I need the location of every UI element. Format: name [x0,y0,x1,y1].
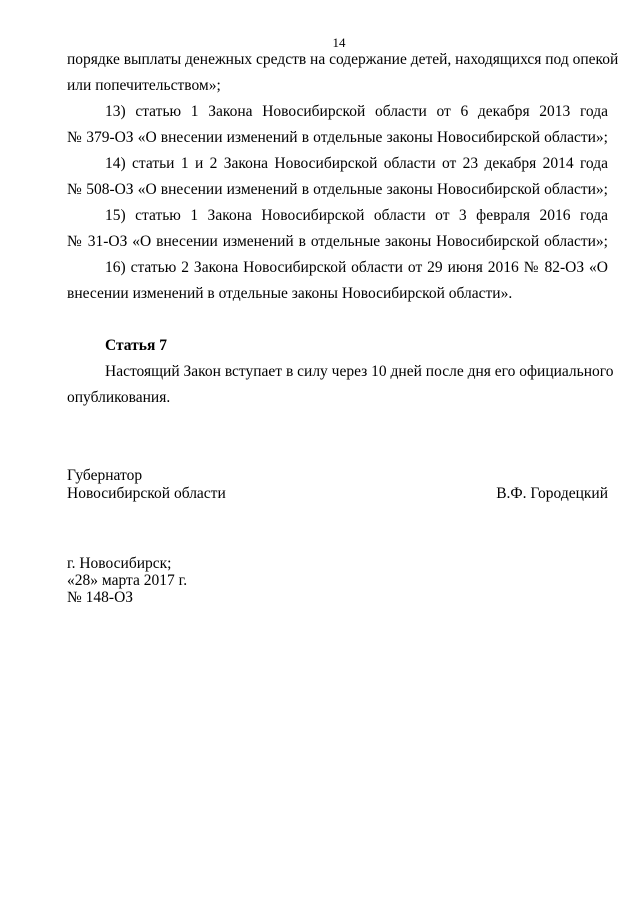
continuation-line-1: порядке выплаты денежных средств на содержание детей, находящихся под опекой [67,51,619,68]
list-item-13-line-2: № 379-ОЗ «О внесении изменений в отдельные законы Новосибирской области»; [67,129,608,146]
article-text-line-2: опубликования. [67,389,171,406]
signing-date: «28» марта 2017 г. [67,572,188,589]
list-item-16-line-2: внесении изменений в отдельные законы Новосибирской области». [67,285,513,302]
list-item-15-line-2: № 31-ОЗ «О внесении изменений в отдельные законы Новосибирской области»; [67,233,608,250]
list-item-14-line-2: № 508-ОЗ «О внесении изменений в отдельные законы Новосибирской области»; [67,181,608,198]
list-item-15-line-1: 15) статью 1 Закона Новосибирской области от 3 февраля 2016 года [105,207,608,224]
list-item-14-line-1: 14) статьи 1 и 2 Закона Новосибирской области от 23 декабря 2014 года [105,155,608,172]
list-item-16-line-1: 16) статью 2 Закона Новосибирской области от 29 июня 2016 № 82-ОЗ «О [105,259,608,276]
continuation-line-2: или попечительством»; [67,77,221,94]
signatory-name: В.Ф. Городецкий [496,485,608,502]
signatory-title-line-1: Губернатор [67,467,143,484]
signing-city: г. Новосибирск; [67,555,172,572]
page-number: 14 [332,35,346,50]
law-number: № 148-ОЗ [67,589,134,606]
signatory-title-line-2: Новосибирской области [67,485,226,502]
list-item-13-line-1: 13) статью 1 Закона Новосибирской области от 6 декабря 2013 года [105,103,608,120]
article-text-line-1: Настоящий Закон вступает в силу через 10 дней после дня его официального [105,363,614,380]
article-heading: Статья 7 [105,337,167,354]
